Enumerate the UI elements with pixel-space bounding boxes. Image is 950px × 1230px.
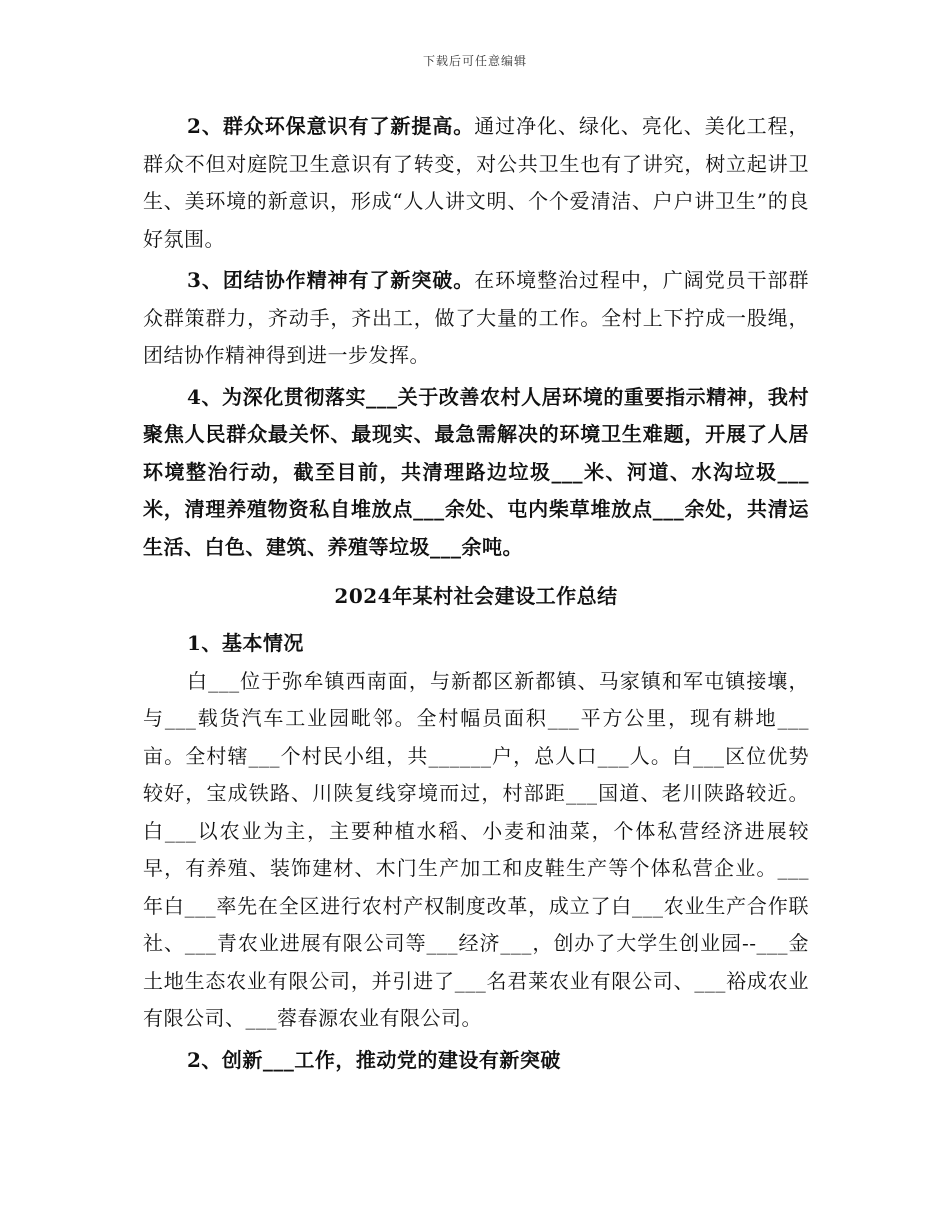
paragraph-text: 在环境整治过程中，广阔党员干部群众群策群力，齐动手，齐出工，做了大量的工作。全村上下拧成一股绳，团结协作精神得到进一步发挥。 [143,268,809,367]
document-title: 2024年某村社会建设工作总结 [334,584,618,608]
document-body [143,108,809,1079]
heading-basic-situation: 1、基本情况 [187,631,304,655]
page-header: 下载后可任意编辑 [422,54,527,68]
paragraph-basic-situation: 白___位于弥牟镇西南面，与新都区新都镇、马家镇和军屯镇接壤，与___载货汽车工业园毗邻。全村幅员面积___平方公里，现有耕地___亩。全村辖___个村民小组，共______户，总人口___人。白___区位优势较好，宝成铁路、川陕复线穿境而过，村部距___国道、老川陕路较近。白___以农业为主，主要种植水稻、小麦和油菜，个体私营经济进展较早，有养殖、装饰建材、木门生产加工和皮鞋生产等个体私营企业。___年白___率先在全区进行农村产权制度改革，成立了白___农业生产合作联社、___青农业进展有限公司等___经济___，创办了大学生创业园--___金土地生态农业有限公司，并引进了___名君莱农业有限公司、___裕成农业有限公司、___蓉春源农业有限公司。 [143,668,809,1030]
paragraph-text: 通过净化、绿化、亮化、美化工程，群众不但对庭院卫生意识有了转变，对公共卫生也有了讲究，树立起讲卫生、美环境的新意识，形成“人人讲文明、个个爱清洁、户户讲卫生”的良好氛围。 [143,114,809,251]
paragraph-lead: 3、团结协作精神有了新突破。 [187,268,475,292]
paragraph-environment-awareness [143,108,809,258]
paragraph-rectification-action: 4、为深化贯彻落实___关于改善农村人居环境的重要指示精神，我村聚焦人民群众最关怀、最现实、最急需解决的环境卫生难题，开展了人居环境整治行动，截至目前，共清理路边垃圾___米、河道、水沟垃圾___米，清理养殖物资私自堆放点___余处、屯内柴草堆放点___余处，共清运生活、白色、建筑、养殖等垃圾___余吨。 [143,384,809,559]
heading-party-building: 2、创新___工作，推动党的建设有新突破 [187,1047,561,1072]
paragraph-lead: 2、群众环保意识有了新提高。 [187,114,475,138]
paragraph-teamwork [143,262,809,375]
